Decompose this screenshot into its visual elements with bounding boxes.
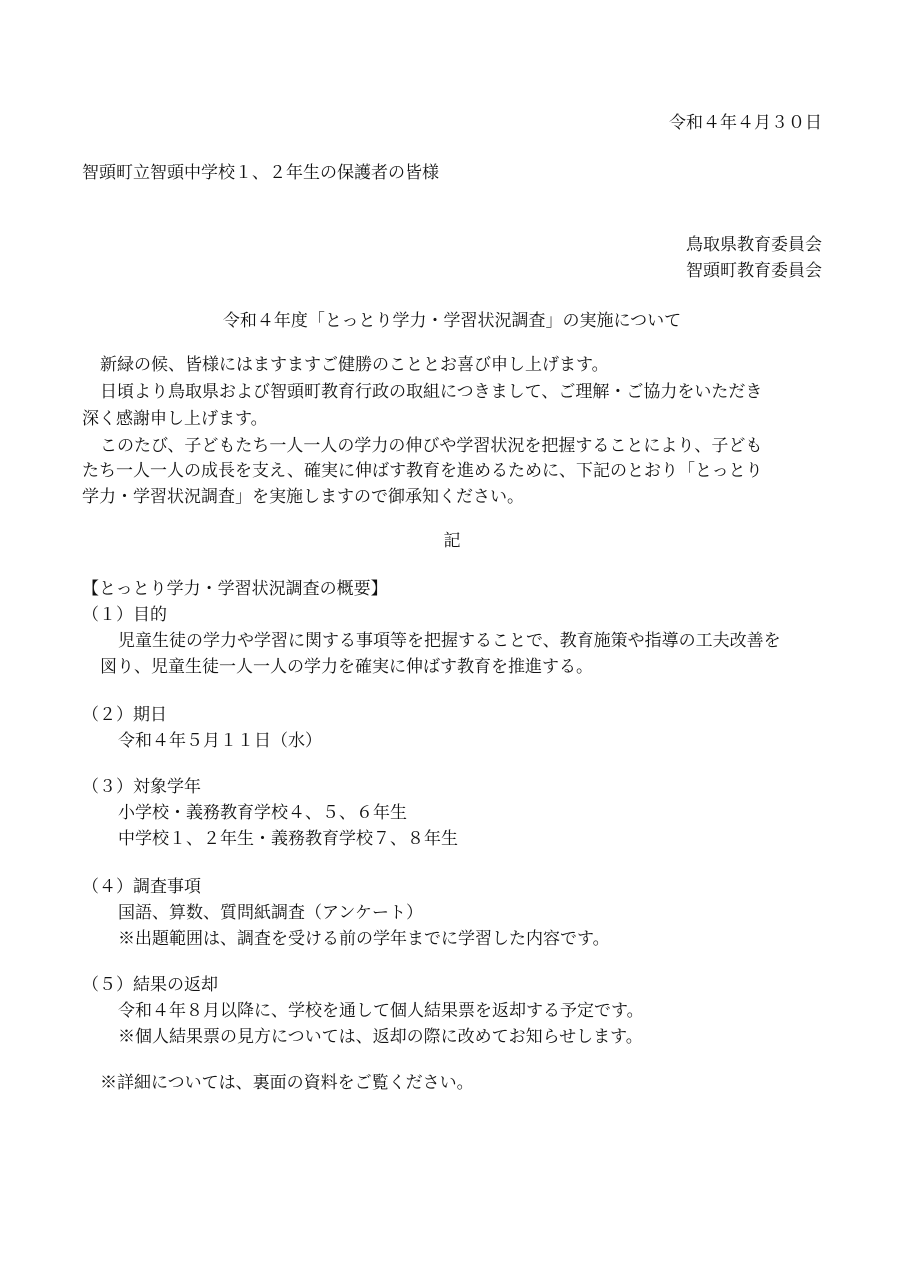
greeting-line: 日頃より鳥取県および智頭町教育行政の取組につきまして、ご理解・ご協力をいただき bbox=[100, 382, 763, 402]
section-line: 小学校・義務教育学校４、５、６年生 bbox=[118, 803, 407, 823]
footer-note: ※詳細については、裏面の資料をご覧ください。 bbox=[100, 1073, 474, 1093]
greeting-line: このたび、子どもたち一人一人の学力の伸びや学習状況を把握することにより、子ども bbox=[100, 436, 763, 456]
section-line: 国語、算数、質問紙調査（アンケート） bbox=[118, 903, 423, 923]
document-date: 令和４年４月３０日 bbox=[669, 113, 822, 133]
section-line: 令和４年８月以降に、学校を通して個人結果票を返却する予定です。 bbox=[118, 1001, 644, 1021]
section-line: 令和４年５月１１日（水） bbox=[118, 731, 322, 751]
section-heading: （４）調査事項 bbox=[82, 877, 201, 897]
greeting-line: 深く感謝申し上げます。 bbox=[82, 409, 268, 429]
section-heading: （５）結果の返却 bbox=[82, 975, 218, 995]
section-heading: （３）対象学年 bbox=[82, 777, 201, 797]
greeting-line: 新緑の候、皆様にはますますご健勝のこととお喜び申し上げます。 bbox=[100, 355, 609, 375]
recipient: 智頭町立智頭中学校１、２年生の保護者の皆様 bbox=[82, 163, 439, 183]
document-title: 令和４年度「とっとり学力・学習状況調査」の実施について bbox=[222, 311, 682, 331]
section-heading: （２）期日 bbox=[82, 705, 167, 725]
greeting-line: 学力・学習状況調査」を実施しますので御承知ください。 bbox=[82, 487, 524, 507]
section-line: 中学校１、２年生・義務教育学校７、８年生 bbox=[118, 829, 458, 849]
overview-heading: 【とっとり学力・学習状況調査の概要】 bbox=[82, 579, 388, 599]
ki-marker: 記 bbox=[443, 531, 461, 551]
sender-prefecture-board: 鳥取県教育委員会 bbox=[686, 235, 822, 255]
section-heading: （１）目的 bbox=[82, 605, 167, 625]
sender-town-board: 智頭町教育委員会 bbox=[686, 261, 822, 281]
section-line: 児童生徒の学力や学習に関する事項等を把握することで、教育施策や指導の工夫改善を bbox=[118, 631, 781, 651]
section-line: 図り、児童生徒一人一人の学力を確実に伸ばす教育を推進する。 bbox=[100, 657, 593, 677]
greeting-line: たち一人一人の成長を支え、確実に伸ばす教育を進めるために、下記のとおり「とっとり bbox=[82, 461, 763, 481]
section-line: ※出題範囲は、調査を受ける前の学年までに学習した内容です。 bbox=[118, 929, 610, 949]
section-line: ※個人結果票の見方については、返却の際に改めてお知らせします。 bbox=[118, 1027, 643, 1047]
